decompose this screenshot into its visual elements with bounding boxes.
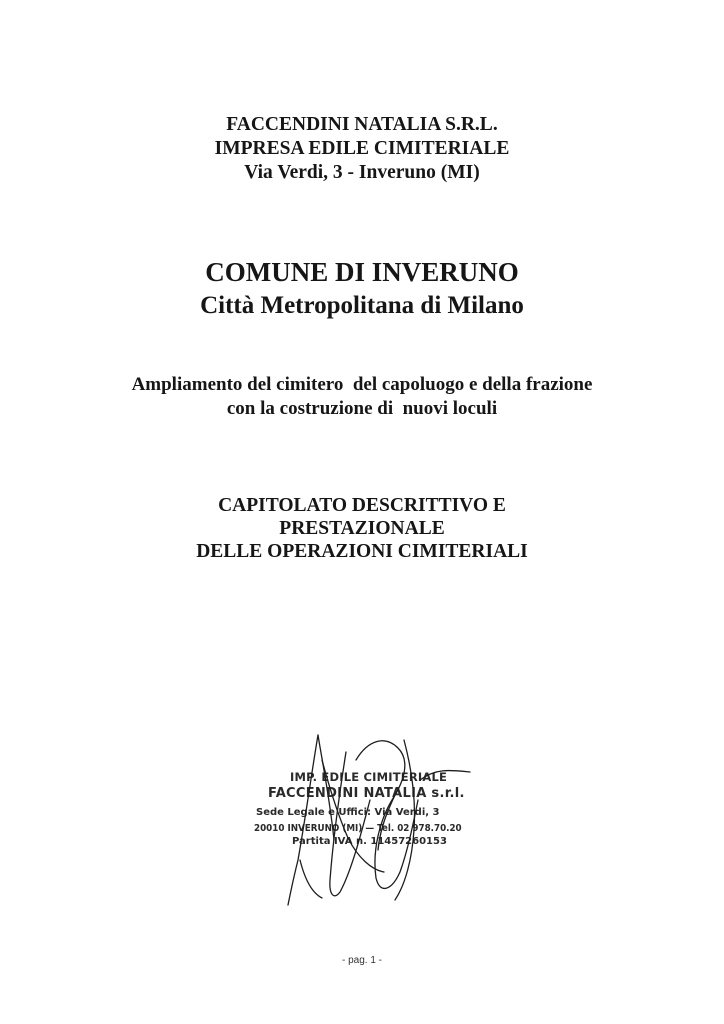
- company-name: FACCENDINI NATALIA S.R.L.: [226, 114, 498, 135]
- municipality-header: [0, 255, 724, 323]
- stamp-line-4: 20010 INVERUNO (MI) — Tel. 02 978.70.20: [254, 823, 462, 834]
- municipality-area: Città Metropolitana di Milano: [200, 292, 524, 319]
- page-number: - pag. 1 -: [341, 955, 383, 966]
- stamp-line-2: FACCENDINI NATALIA s.r.l.: [268, 786, 465, 801]
- municipality-name: COMUNE DI INVERUNO: [205, 257, 519, 287]
- stamp-line-1: IMP. EDILE CIMITERIALE: [290, 770, 448, 784]
- company-type: IMPRESA EDILE CIMITERIALE: [214, 138, 510, 159]
- company-header: [0, 113, 724, 185]
- document-title-line-3: DELLE OPERAZIONI CIMITERIALI: [196, 541, 528, 562]
- document-title: [0, 494, 724, 563]
- company-address: Via Verdi, 3 - Inveruno (MI): [244, 162, 480, 183]
- project-line-1: Ampliamento del cimitero del capoluogo e della frazione: [131, 374, 593, 395]
- project-line-2: con la costruzione di nuovi loculi: [226, 398, 498, 419]
- stamp-line-5: Partita IVA n. 11457260153: [292, 836, 447, 847]
- document-title-line-1: CAPITOLATO DESCRITTIVO E: [218, 495, 506, 516]
- document-title-line-2: PRESTAZIONALE: [279, 518, 445, 539]
- stamp-line-3: Sede Legale e Uffici: Via Verdi, 3: [256, 807, 440, 818]
- project-description: [0, 373, 724, 421]
